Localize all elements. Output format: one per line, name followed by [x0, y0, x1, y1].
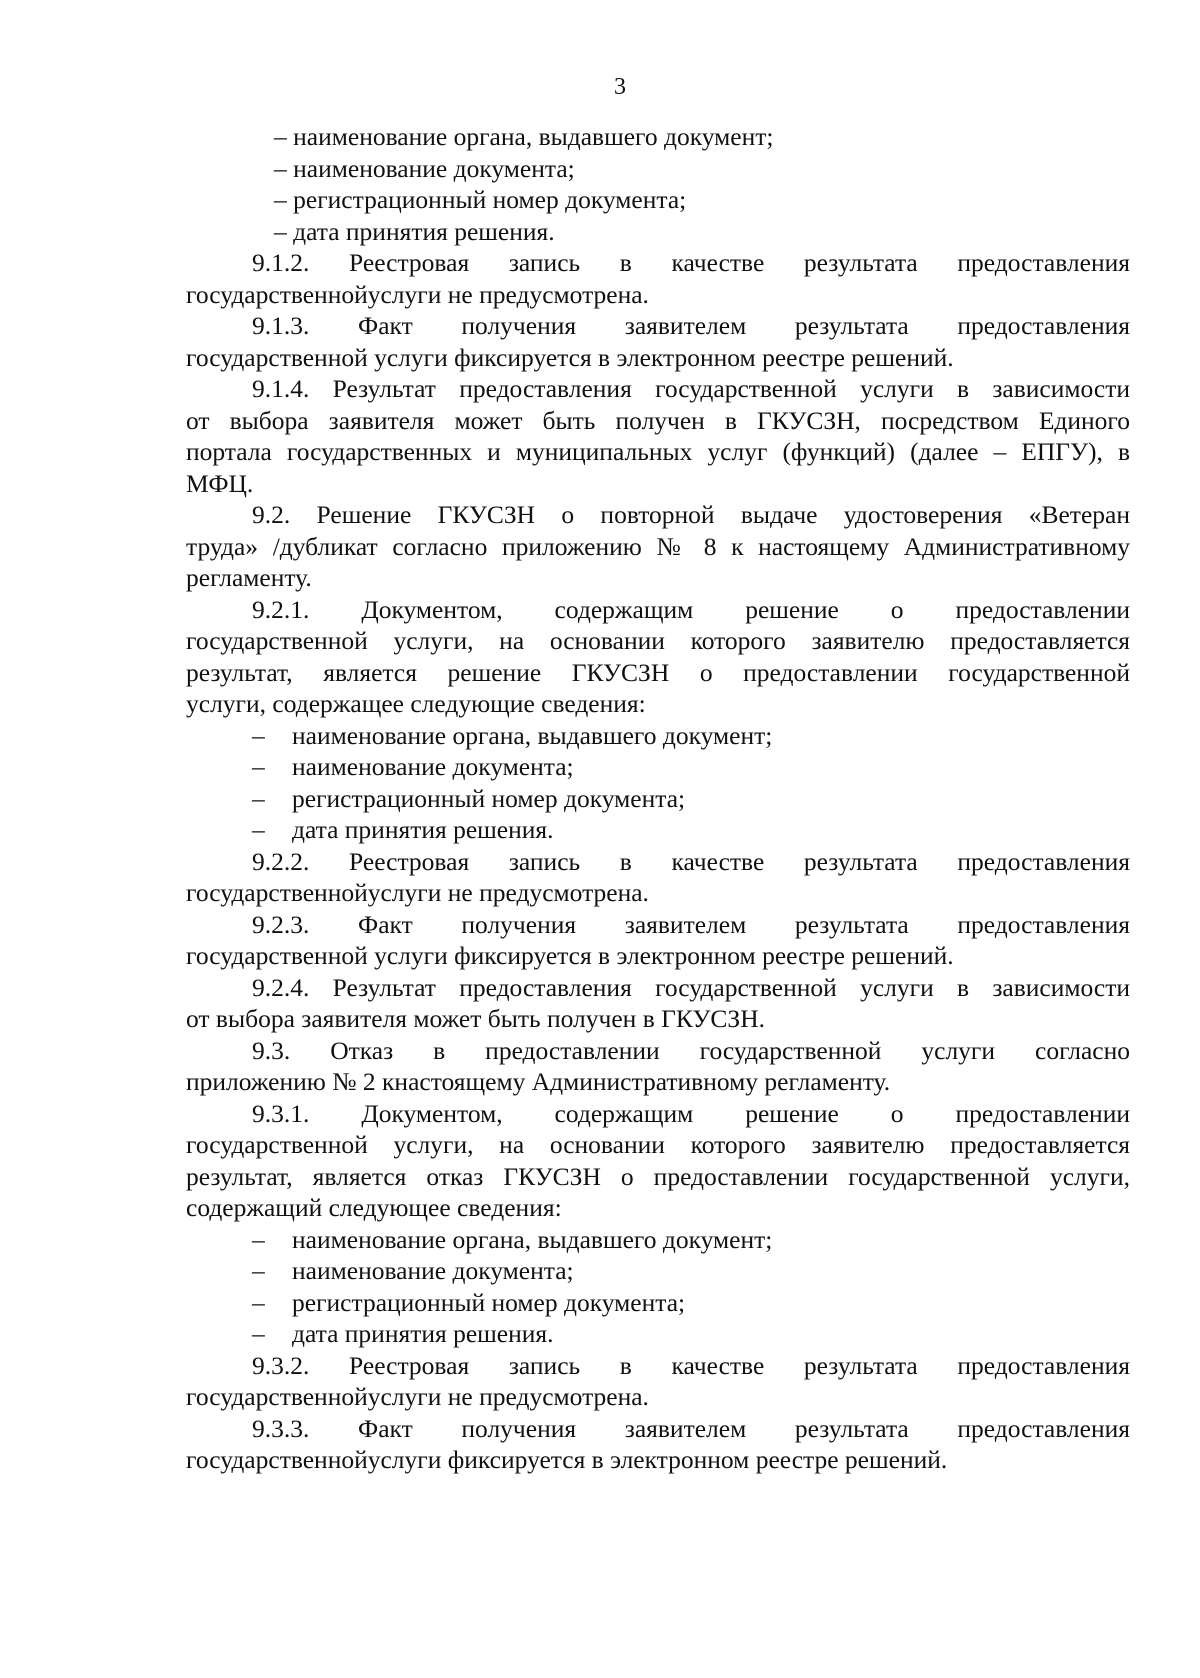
paragraph-line: государственной услуги фиксируется в электронном реестре решений.	[186, 941, 954, 970]
list-item: – дата принятия решения.	[274, 216, 555, 246]
list-item	[186, 720, 1130, 752]
paragraph-line: труда» /дубликат согласно приложению № 8 к настоящему Административному	[186, 531, 1130, 561]
list-item: – наименование документа;	[274, 153, 575, 183]
paragraph-line: услуги, содержащее следующие сведения:	[186, 689, 646, 718]
list-item	[186, 783, 1130, 815]
paragraph-line: портала государственных и муниципальных услуг (функций) (далее – ЕПГУ), в	[186, 437, 1130, 466]
paragraph-line: содержащий следующее сведения:	[186, 1193, 562, 1222]
list-dash: –	[252, 1256, 265, 1285]
list-item	[186, 1224, 1130, 1256]
list-item-text: дата принятия решения.	[292, 1319, 554, 1348]
paragraph-line: государственнойуслуги не предусмотрена.	[186, 279, 649, 309]
list-item	[186, 814, 1130, 846]
list-item-text: регистрационный номер документа;	[292, 1287, 686, 1317]
list-item	[186, 1255, 1130, 1287]
list-item-text: дата принятия решения.	[292, 815, 554, 844]
paragraph-line: государственной услуги, на основании которого заявителю предоставляется	[186, 626, 1130, 655]
paragraph-line: 9.2.1. Документом, содержащим решение о предоставлении	[252, 594, 1130, 624]
list-item	[186, 1287, 1130, 1319]
list-dash: –	[252, 1287, 265, 1317]
paragraph-line: государственнойуслуги не предусмотрена.	[186, 878, 649, 907]
paragraph-line: 9.3.1. Документом, содержащим решение о предоставлении	[252, 1098, 1130, 1128]
list-item-text: наименование документа;	[292, 752, 574, 781]
document-body	[186, 121, 1130, 1476]
paragraph-line: регламенту.	[186, 563, 312, 592]
list-item	[186, 1318, 1130, 1350]
paragraph-line: 9.2. Решение ГКУСЗН о повторной выдаче удостоверения «Ветеран	[252, 500, 1130, 529]
paragraph-line: государственнойуслуги фиксируется в электронном реестре решений.	[186, 1445, 948, 1474]
list-item-text: регистрационный номер документа;	[292, 783, 686, 813]
paragraph-line: от выбора заявителя может быть получен в ГКУСЗН.	[186, 1004, 765, 1033]
paragraph-line: 9.3. Отказ в предоставлении государственной услуги согласно	[252, 1035, 1130, 1065]
list-item-text: наименование документа;	[292, 1256, 574, 1285]
paragraph-line: 9.2.3. Факт получения заявителем результата предоставления	[252, 909, 1130, 939]
paragraph-line: приложению № 2 кнастоящему Административному регламенту.	[186, 1067, 891, 1096]
paragraph-line: МФЦ.	[186, 468, 254, 498]
paragraph-line: 9.1.2. Реестровая запись в качестве результата предоставления	[252, 248, 1130, 277]
list-item-text: наименование органа, выдавшего документ;	[292, 1224, 773, 1254]
paragraph-line: результат, является отказ ГКУСЗН о предоставлении государственной услуги,	[186, 1161, 1130, 1191]
paragraph-line: 9.2.2. Реестровая запись в качестве результата предоставления	[252, 846, 1130, 876]
paragraph-line: государственной услуги фиксируется в электронном реестре решений.	[186, 342, 954, 372]
list-item: – наименование органа, выдавшего документ;	[274, 122, 774, 151]
list-item-text: наименование органа, выдавшего документ;	[292, 720, 773, 750]
paragraph-line: 9.1.4. Результат предоставления государственной услуги в зависимости	[252, 374, 1130, 403]
paragraph-line: результат, является решение ГКУСЗН о предоставлении государственной	[186, 657, 1130, 687]
paragraph-line: государственнойуслуги не предусмотрена.	[186, 1382, 649, 1411]
paragraph-line: от выбора заявителя может быть получен в ГКУСЗН, посредством Единого	[186, 405, 1130, 435]
list-dash: –	[252, 1224, 265, 1254]
paragraph-line: 9.1.3. Факт получения заявителем результата предоставления	[252, 311, 1130, 340]
list-dash: –	[252, 815, 265, 844]
paragraph-line: государственной услуги, на основании которого заявителю предоставляется	[186, 1130, 1130, 1159]
list-dash: –	[252, 1319, 265, 1348]
list-dash: –	[252, 720, 265, 750]
list-dash: –	[252, 783, 265, 813]
list-item: – регистрационный номер документа;	[274, 185, 687, 214]
page-number: 3	[614, 74, 626, 100]
paragraph-line: 9.3.2. Реестровая запись в качестве результата предоставления	[252, 1350, 1130, 1380]
list-item	[186, 751, 1130, 783]
paragraph-line: 9.3.3. Факт получения заявителем результата предоставления	[252, 1413, 1130, 1443]
paragraph-line: 9.2.4. Результат предоставления государственной услуги в зависимости	[252, 972, 1130, 1002]
list-dash: –	[252, 752, 265, 781]
